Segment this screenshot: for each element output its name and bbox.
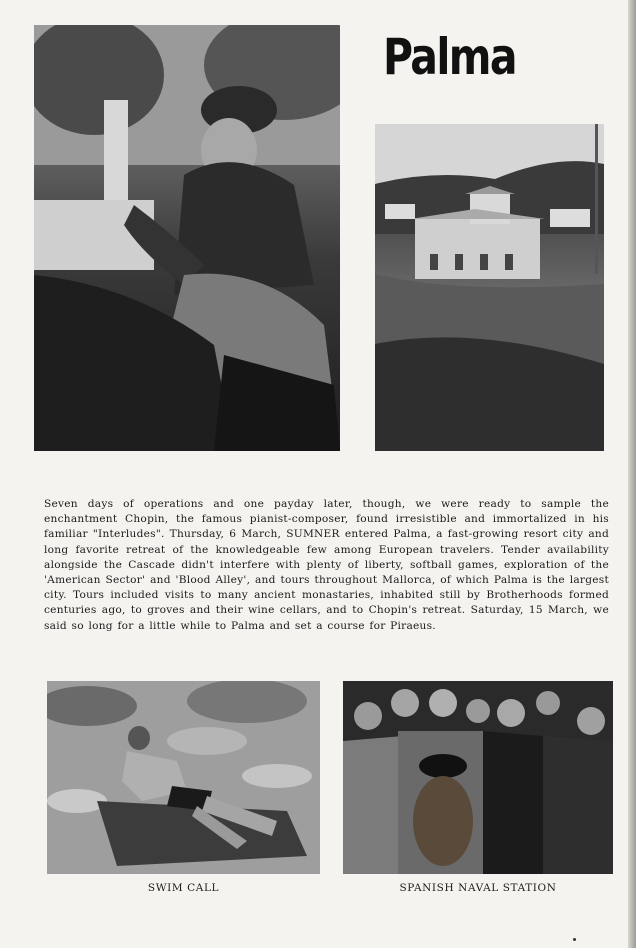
page-mark bbox=[573, 938, 576, 941]
fisherman-photo bbox=[34, 25, 340, 451]
swim-call-photo bbox=[47, 681, 320, 874]
naval-station-photo bbox=[343, 681, 613, 874]
body-paragraph: Seven days of operations and one payday later, though, we were ready to sample the enchantment Chopin, the famous pianist-composer, found irresistible and immortalized in his familiar "Interludes". Thursday, 6 March, SUMNER entered Palma, a fast-growing resort city and long favorite retreat of the knowledgeable few among European travelers. Tender availability alongside the Cascade didn't interfere with plenty of liberty, softball games, exploration of the 'American Sector' and 'Blood Alley', and tours throughout Mallorca, of which Palma is the largest city. Tours included visits to many ancient monastaries, inhabited still by Brotherhoods formed centuries ago, to groves and their wine cellars, and to Chopin's retreat. Saturday, 15 March, we said so long for a little while to Palma and set a course for Piraeus. bbox=[44, 498, 609, 632]
swim-call-caption: SWIM CALL bbox=[147, 882, 220, 894]
naval-station-caption: SPANISH NAVAL STATION bbox=[399, 882, 557, 894]
villa-photo bbox=[375, 124, 604, 451]
page-edge bbox=[628, 0, 636, 948]
page-title: Palma bbox=[383, 28, 516, 86]
